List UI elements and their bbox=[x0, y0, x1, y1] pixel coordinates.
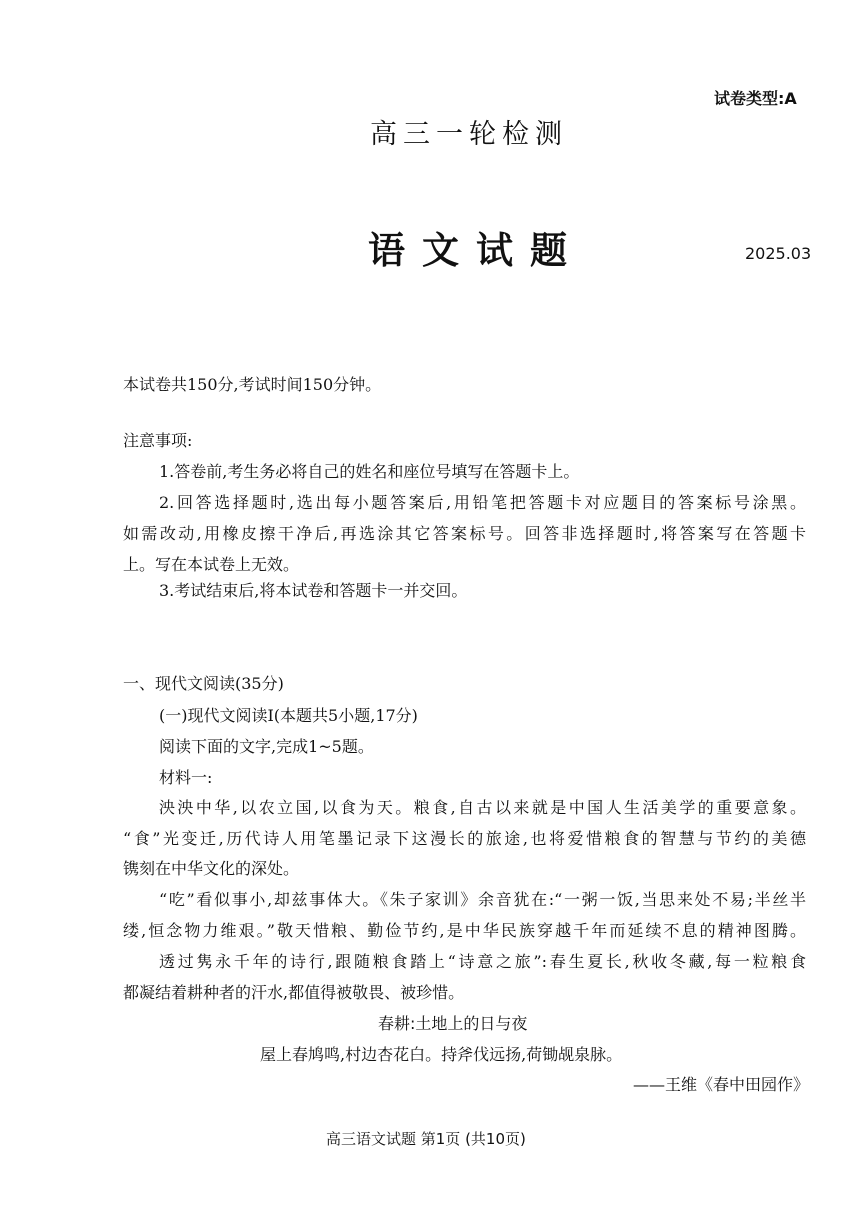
page-footer: 高三语文试题 第1页 (共10页) bbox=[326, 1130, 526, 1148]
exam-type-label: 试卷类型:A bbox=[714, 89, 797, 108]
poem-section-title: 春耕:土地上的日与夜 bbox=[378, 1014, 528, 1033]
paragraph-1-line-3: 镌刻在中华文化的深处。 bbox=[123, 859, 300, 878]
poem-line: 屋上春鸠鸣,村边杏花白。持斧伐远扬,荷锄觇泉脉。 bbox=[260, 1045, 623, 1064]
paragraph-2-line-2: 缕,恒念物力维艰。”敬天惜粮、勤俭节约,是中华民族穿越千年而延续不息的精神图腾。 bbox=[123, 921, 806, 940]
note-item-2-line-3: 上。写在本试卷上无效。 bbox=[123, 555, 300, 574]
note-item-1: 1.答卷前,考生务必将自己的姓名和座位号填写在答题卡上。 bbox=[159, 462, 580, 481]
exam-intro: 本试卷共150分,考试时间150分钟。 bbox=[123, 375, 382, 394]
paragraph-2-line-1: “吃”看似事小,却兹事体大。《朱子家训》余音犹在:“一粥一饭,当思来处不易;半丝半 bbox=[159, 890, 806, 909]
note-item-3: 3.考试结束后,将本试卷和答题卡一并交回。 bbox=[159, 581, 468, 600]
paragraph-3-line-2: 都凝结着耕种者的汗水,都值得被敬畏、被珍惜。 bbox=[123, 983, 465, 1002]
subsection-heading: (一)现代文阅读Ⅰ(本题共5小题,17分) bbox=[159, 706, 418, 725]
material-label: 材料一: bbox=[159, 768, 213, 787]
note-item-2-line-1: 2.回答选择题时,选出每小题答案后,用铅笔把答题卡对应题目的答案标号涂黑。 bbox=[159, 493, 806, 512]
paragraph-1-line-1: 泱泱中华,以农立国,以食为天。粮食,自古以来就是中国人生活美学的重要意象。 bbox=[159, 798, 806, 817]
paragraph-1-line-2: “食”光变迁,历代诗人用笔墨记录下这漫长的旅途,也将爱惜粮食的智慧与节约的美德 bbox=[123, 829, 806, 848]
exam-date: 2025.03 bbox=[745, 244, 812, 263]
poem-source: ——王维《春中田园作》 bbox=[633, 1075, 810, 1094]
series-title: 高三一轮检测 bbox=[370, 119, 568, 150]
paragraph-3-line-1: 透过隽永千年的诗行,跟随粮食踏上“诗意之旅”:春生夏长,秋收冬藏,每一粒粮食 bbox=[159, 952, 806, 971]
note-item-2-line-2: 如需改动,用橡皮擦干净后,再选涂其它答案标号。回答非选择题时,将答案写在答题卡 bbox=[123, 524, 806, 543]
reading-instruction: 阅读下面的文字,完成1~5题。 bbox=[159, 737, 374, 756]
notes-heading: 注意事项: bbox=[123, 431, 193, 450]
section-heading: 一、现代文阅读(35分) bbox=[123, 674, 284, 693]
subject-title: 语文试题 bbox=[368, 228, 584, 272]
